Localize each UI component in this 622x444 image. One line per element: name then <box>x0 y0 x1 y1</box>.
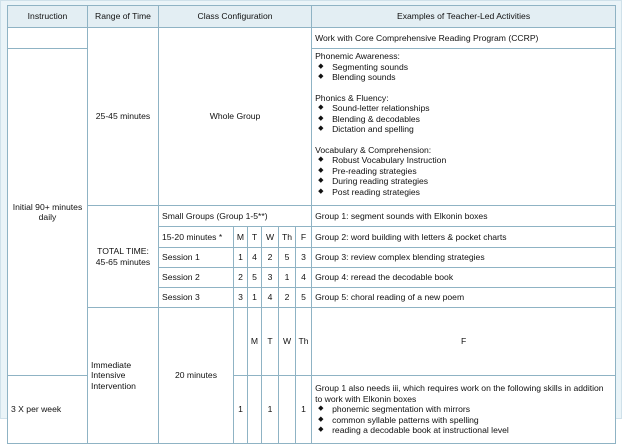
blank-cell <box>234 308 248 376</box>
day-header: M <box>248 308 262 376</box>
list-item: ◆ During reading strategies <box>315 176 612 187</box>
session-activity: Group 4: reread the decodable book <box>312 268 616 288</box>
session-value: 3 <box>234 288 248 308</box>
session-activity: Group 3: review complex blending strategies <box>312 248 616 268</box>
whole-group-activities <box>312 49 616 206</box>
whole-group-time: 25-45 minutes <box>88 28 159 206</box>
immediate-days-row <box>8 308 616 376</box>
block-title: Phonemic Awareness: <box>315 51 400 61</box>
day-header: W <box>279 308 296 376</box>
session-value: 1 <box>279 268 296 288</box>
vocabulary-comprehension-block <box>315 145 612 198</box>
blank-cell <box>8 28 88 49</box>
intervention-schedule-table <box>7 5 616 444</box>
day-header: Th <box>296 308 312 376</box>
phonics-fluency-block <box>315 93 612 135</box>
immediate-instruction-label: Immediate Intensive Intervention <box>88 308 159 444</box>
session-value: 2 <box>234 268 248 288</box>
header-class-configuration: Class Configuration <box>159 6 312 28</box>
header-row <box>8 6 616 28</box>
phonemic-awareness-block <box>315 51 612 83</box>
list-item: ◆ Sound-letter relationships <box>315 103 612 114</box>
immediate-time: 20 minutes <box>159 308 234 444</box>
day-header: T <box>248 227 262 248</box>
session-value: 3 <box>296 248 312 268</box>
list-item: ◆ phonemic segmentation with mirrors <box>315 404 612 415</box>
session-value: 5 <box>296 288 312 308</box>
header-range-of-time: Range of Time <box>88 6 159 28</box>
day-header: Th <box>279 227 296 248</box>
session-value: 4 <box>248 248 262 268</box>
list-item: ◆ Blending sounds <box>315 72 612 83</box>
day-header: M <box>234 227 248 248</box>
total-time: TOTAL TIME: 45-65 minutes <box>88 206 159 308</box>
list-item: ◆ Segmenting sounds <box>315 62 612 73</box>
session-value: 1 <box>234 248 248 268</box>
frequency-value: 1 <box>296 376 312 444</box>
whole-group-config: Whole Group <box>159 28 312 206</box>
session-value: 2 <box>262 248 279 268</box>
list-item: ◆ common syllable patterns with spelling <box>315 415 612 426</box>
frequency: 3 X per week <box>8 376 88 444</box>
minutes-label: 15-20 minutes * <box>159 227 234 248</box>
group-2-activity: Group 2: word building with letters & pocket charts <box>312 227 616 248</box>
session-value: 4 <box>262 288 279 308</box>
block-title: Vocabulary & Comprehension: <box>315 144 432 155</box>
initial-instruction-label: Initial 90+ minutes daily <box>8 49 88 376</box>
immediate-activities <box>312 376 616 444</box>
small-groups-heading: Small Groups (Group 1-5**) <box>159 206 312 227</box>
list-item: ◆ Robust Vocabulary Instruction <box>315 155 612 166</box>
list-item: ◆ reading a decodable book at instructional level <box>315 425 612 436</box>
session-value: 3 <box>262 268 279 288</box>
session-activity: Group 5: choral reading of a new poem <box>312 288 616 308</box>
ccrp-row <box>8 28 616 49</box>
session-name: Session 3 <box>159 288 234 308</box>
session-value: 5 <box>248 268 262 288</box>
small-groups-row <box>8 206 616 227</box>
list-item: ◆ Dictation and spelling <box>315 124 612 135</box>
header-examples: Examples of Teacher-Led Activities <box>312 6 616 28</box>
block-title: Phonics & Fluency: <box>315 92 389 103</box>
session-name: Session 1 <box>159 248 234 268</box>
frequency-value: 1 <box>234 376 248 444</box>
frequency-value <box>279 376 296 444</box>
ccrp-activity: Work with Core Comprehensive Reading Program (CCRP) <box>312 28 616 49</box>
day-header: F <box>296 227 312 248</box>
frequency-value: 1 <box>262 376 279 444</box>
day-header: T <box>262 308 279 376</box>
list-item: ◆ Blending & decodables <box>315 114 612 125</box>
session-value: 2 <box>279 288 296 308</box>
list-item: ◆ Pre-reading strategies <box>315 166 612 177</box>
day-header: W <box>262 227 279 248</box>
immediate-note: Group 1 also needs iii, which requires work on the following skills in addition to work with Elkonin boxes <box>315 383 604 404</box>
frequency-value <box>248 376 262 444</box>
header-instruction: Instruction <box>8 6 88 28</box>
session-name: Session 2 <box>159 268 234 288</box>
list-item: ◆ Post reading strategies <box>315 187 612 198</box>
session-value: 5 <box>279 248 296 268</box>
session-value: 4 <box>296 268 312 288</box>
group-1-activity: Group 1: segment sounds with Elkonin boxes <box>312 206 616 227</box>
day-header: F <box>312 308 616 376</box>
session-value: 1 <box>248 288 262 308</box>
